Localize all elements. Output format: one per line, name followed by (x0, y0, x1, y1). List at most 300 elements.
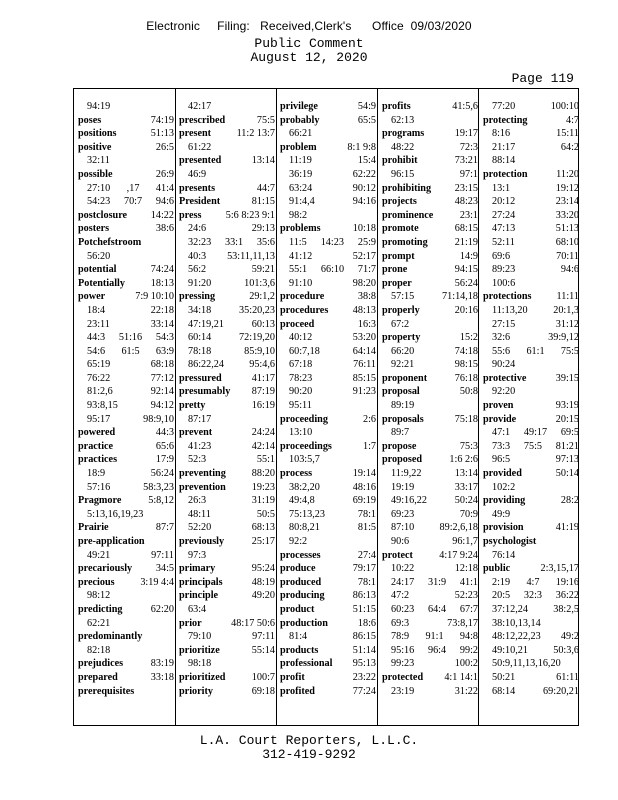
page-line-refs: 52:3 55:1 (188, 454, 275, 466)
index-entry (280, 617, 376, 631)
page-line-refs: 20:16 (454, 304, 478, 316)
page-line-refs: 48:19 (251, 576, 275, 588)
index-entry-continuation (78, 481, 174, 495)
index-entry (280, 467, 376, 481)
index-entry (280, 685, 376, 699)
index-entry-continuation (179, 331, 275, 345)
index-entry (280, 413, 376, 427)
page-line-refs: 87:17 (188, 413, 212, 425)
reporter-company: L.A. Court Reporters, L.L.C. (199, 733, 419, 748)
page-line-refs (137, 685, 174, 699)
index-box (73, 88, 579, 726)
index-entry-continuation (483, 603, 579, 617)
page-line-refs: 39:15 (555, 372, 579, 384)
index-entry (382, 100, 478, 114)
page-line-refs: 47:19,21 60:13 (188, 318, 275, 330)
index-term: proposal (382, 386, 420, 398)
index-entry (280, 114, 376, 128)
index-term: press (179, 209, 202, 221)
page-line-refs: 90:20 91:23 (289, 386, 376, 398)
index-entry (483, 562, 579, 576)
page-line-refs: 98:2 (289, 209, 308, 221)
page-line-refs: 28:2 (560, 495, 579, 507)
index-entry (280, 562, 376, 576)
page-line-refs: 41:23 42:14 (188, 440, 275, 452)
page-line-refs: 13:1 19:12 (492, 182, 579, 194)
index-entry-continuation (179, 440, 275, 454)
page-line-refs: 93:8,15 94:12 (87, 400, 174, 412)
index-term: procedure (280, 291, 325, 303)
page-line-refs: 40:3 53:11,11,13 (188, 250, 275, 262)
page-line-refs: 76:22 77:12 (87, 372, 174, 384)
index-term: production (280, 617, 328, 629)
index-term: principle (179, 590, 219, 602)
index-entry-continuation (280, 345, 376, 359)
index-entry-continuation (280, 127, 376, 141)
index-entry-continuation (382, 617, 478, 631)
index-entry-continuation (78, 345, 174, 359)
index-term: prompt (382, 250, 415, 262)
index-term: profits (382, 101, 411, 112)
index-entry (179, 535, 275, 549)
index-entry-continuation (483, 644, 579, 658)
index-entry (78, 290, 174, 304)
index-term: process (280, 468, 313, 480)
index-term: programs (382, 128, 425, 140)
index-entry-continuation (78, 250, 174, 264)
page-line-refs: 54:23 70:7 94:6 (87, 196, 174, 208)
index-entry (78, 657, 174, 671)
index-entry (179, 127, 275, 141)
page-line-refs: 62:13 (391, 114, 415, 126)
page-line-refs: 11:9,22 13:14 (391, 468, 478, 480)
page-line-refs: 73:21 (454, 155, 478, 167)
index-term: prominence (382, 209, 434, 221)
index-entry-continuation (280, 426, 376, 440)
page-line-refs: 26:3 31:19 (188, 495, 275, 507)
index-term: proposals (382, 413, 424, 425)
page-line-refs: 47:1 49:17 69:5 (492, 427, 579, 439)
index-entry-continuation (382, 481, 478, 495)
index-entry (483, 399, 579, 413)
index-term: previously (179, 536, 225, 547)
page-line-refs: 18:4 22:18 (87, 304, 174, 316)
index-term: produced (280, 576, 322, 588)
page-line-refs: 5:8,12 (148, 495, 174, 507)
index-entry-continuation (382, 644, 478, 658)
page-line-refs: 69:23 70:9 (391, 508, 478, 520)
index-entry-continuation (483, 453, 579, 467)
index-entry (78, 576, 174, 590)
page-line-refs: 76:18 (454, 372, 478, 384)
page-line-refs: 48:11 50:5 (188, 508, 275, 520)
index-term: procedures (280, 304, 329, 316)
page-line-refs: 62:20 (150, 603, 174, 615)
page-line-refs: 17:9 (155, 454, 174, 466)
index-entry-continuation (280, 236, 376, 250)
index-entry-continuation (382, 562, 478, 576)
index-entry (78, 168, 174, 182)
index-term: problem (280, 141, 317, 153)
page-line-refs: 83:19 (150, 658, 174, 670)
index-entry (280, 440, 376, 454)
index-term: prohibit (382, 155, 418, 167)
page-line-refs: 44:7 (256, 182, 275, 194)
public-comment-heading: Public Comment (254, 36, 364, 51)
index-entry-continuation (483, 345, 579, 359)
index-term: primary (179, 563, 216, 575)
index-term: Potchefstroom (78, 236, 142, 248)
page-line-refs: 69:6 70:11 (492, 250, 579, 262)
index-term: profited (280, 685, 315, 697)
index-term: produce (280, 563, 316, 575)
page-line-refs: 36:19 62:22 (289, 168, 376, 180)
index-entry (483, 413, 579, 427)
index-term: prioritized (179, 671, 226, 683)
index-term: product (280, 603, 315, 615)
page-number: Page 119 (511, 71, 574, 86)
index-entry (483, 372, 579, 386)
index-term: practices (78, 454, 118, 466)
index-term: prioritize (179, 644, 220, 656)
page-line-refs: 21:17 64:2 (492, 141, 579, 153)
page-line-refs: 61:22 (188, 141, 212, 153)
index-term: problems (280, 223, 321, 235)
index-entry (179, 182, 275, 196)
index-entry-continuation (78, 100, 174, 114)
index-entry (483, 290, 579, 304)
index-entry-continuation (179, 657, 275, 671)
index-entry (78, 209, 174, 223)
index-term: promoting (382, 236, 428, 248)
index-entry (78, 453, 174, 467)
index-entry-continuation (179, 413, 275, 427)
index-entry (382, 182, 478, 196)
page-line-refs: 51:15 (352, 603, 376, 615)
index-term: psychologist (483, 536, 537, 547)
page-line-refs: 80:8,21 81:5 (289, 522, 376, 534)
page-line-refs: 18:13 (150, 277, 174, 289)
index-entry (280, 222, 376, 236)
page-line-refs: 62:21 (87, 617, 111, 629)
index-entry-continuation (382, 494, 478, 508)
page-line-refs: 16:19 (251, 400, 275, 412)
page-line-refs: 4:1 14:1 (444, 671, 478, 683)
page-line-refs: 27:10 ,17 41:4 (87, 182, 174, 194)
index-term: Potentially (78, 277, 125, 289)
index-term: proceedings (280, 440, 332, 452)
page-line-refs: 56:20 (87, 250, 111, 262)
page-line-refs: 24:24 (251, 427, 275, 439)
page-line-refs: 38:6 (155, 223, 174, 235)
index-entry (382, 453, 478, 467)
index-entry-continuation (382, 685, 478, 699)
index-term: pressing (179, 291, 216, 303)
index-entry (280, 549, 376, 563)
index-entry (78, 494, 174, 508)
index-entry (483, 535, 579, 549)
index-entry-continuation (483, 508, 579, 522)
index-term: possible (78, 168, 113, 180)
index-entry-continuation (382, 358, 478, 372)
index-entry (382, 413, 478, 427)
index-entry-continuation (179, 236, 275, 250)
page-line-refs: 11:20 (556, 168, 579, 180)
index-entry-continuation (483, 263, 579, 277)
index-entry (78, 630, 174, 644)
column-divider (175, 89, 176, 725)
page-line-refs: 55:14 (251, 644, 275, 656)
index-entry (179, 154, 275, 168)
index-entry-continuation (280, 630, 376, 644)
page-line-refs: 14:9 (459, 250, 478, 262)
index-entry-continuation (78, 549, 174, 563)
page-line-refs: 86:22,24 95:4,6 (188, 359, 275, 371)
page-line-refs: 8:16 15:11 (492, 128, 579, 140)
page-line-refs: 25:17 (251, 536, 275, 547)
index-term: presented (179, 155, 222, 167)
page-line-refs: 74:19 (150, 114, 174, 126)
page-line-refs: 77:24 (352, 685, 376, 697)
index-term: positive (78, 141, 112, 153)
index-term: protect (382, 549, 413, 561)
index-entry-continuation (483, 630, 579, 644)
index-entry-continuation (78, 617, 174, 631)
index-entry (78, 222, 174, 236)
index-entry (78, 141, 174, 155)
column-divider (478, 89, 479, 725)
index-entry-continuation (78, 372, 174, 386)
index-entry-continuation (382, 318, 478, 332)
page-line-refs: 1:7 (362, 440, 376, 452)
index-entry-continuation (483, 358, 579, 372)
index-entry (78, 277, 174, 291)
index-entry (179, 685, 275, 699)
page-line-refs: 67:2 (391, 318, 410, 330)
page-line-refs: 23:22 (352, 671, 376, 683)
index-term: priority (179, 685, 213, 697)
index-entry-continuation (280, 182, 376, 196)
index-entry (280, 290, 376, 304)
page-line-refs: 34:18 35:20,23 (188, 304, 275, 316)
index-entry-continuation (280, 195, 376, 209)
index-entry (179, 576, 275, 590)
index-entry-continuation (179, 304, 275, 318)
page-line-refs: 2:3,15,17 (540, 563, 579, 575)
page-line-refs: 19:17 (454, 128, 478, 140)
index-entry-continuation (78, 589, 174, 603)
index-entry-continuation (483, 222, 579, 236)
page-line-refs: 100:6 (492, 277, 516, 289)
page-line-refs: 69:3 73:8,17 (391, 617, 478, 629)
page-line-refs: 89:7 (391, 427, 410, 439)
page-line-refs: 49:20 (251, 590, 275, 602)
page-line-refs: 47:13 51:13 (492, 223, 579, 235)
index-term: prone (382, 264, 408, 276)
page-line-refs: 97:3 (188, 549, 207, 561)
index-entry-continuation (280, 535, 376, 549)
index-entry (382, 209, 478, 223)
index-term: professional (280, 658, 333, 670)
page-line-refs: 75:3 (459, 440, 478, 452)
page-line-refs: 75:18 (454, 413, 478, 425)
page-line-refs: 51:14 (352, 644, 376, 656)
index-entry (280, 576, 376, 590)
page-line-refs: 33:18 (150, 671, 174, 683)
index-column (382, 100, 478, 698)
index-entry-continuation (382, 535, 478, 549)
index-entry (280, 671, 376, 685)
index-entry-continuation (483, 236, 579, 250)
page-line-refs: 42:17 (188, 101, 212, 112)
index-entry (78, 236, 174, 250)
page-line-refs: 23:19 31:22 (391, 685, 478, 697)
index-entry (483, 467, 579, 481)
index-entry-continuation (483, 277, 579, 291)
index-entry-continuation (280, 263, 376, 277)
page-line-refs: 23:15 (454, 182, 478, 194)
page-line-refs: 57:16 58:3,23 (87, 481, 174, 493)
index-entry (382, 127, 478, 141)
index-entry (78, 263, 174, 277)
index-term: protecting (483, 114, 528, 126)
page-line-refs: 89:23 94:6 (492, 264, 579, 276)
page-line-refs: 23:11 33:14 (87, 318, 174, 330)
index-entry-continuation (280, 453, 376, 467)
index-entry-continuation (382, 290, 478, 304)
page-line-refs: 103:5,7 (289, 454, 320, 466)
index-entry (280, 318, 376, 332)
index-term: proceeding (280, 413, 328, 425)
page-line-refs: 51:13 (150, 128, 174, 140)
page-line-refs: 54:6 61:5 63:9 (87, 345, 174, 357)
index-entry-continuation (483, 589, 579, 603)
page-line-refs: 4:17 9:24 (439, 549, 478, 561)
index-entry (78, 562, 174, 576)
page-line-refs: 91:4,4 94:16 (289, 196, 376, 208)
index-entry (179, 290, 275, 304)
page-line-refs: 92:2 (289, 536, 308, 547)
page-line-refs: 18:6 (357, 617, 376, 629)
index-column (280, 100, 376, 698)
index-term: principals (179, 576, 223, 588)
index-entry-continuation (179, 141, 275, 155)
index-entry (179, 209, 275, 223)
page-line-refs: 56:24 (454, 277, 478, 289)
index-entry (280, 603, 376, 617)
index-term: precious (78, 576, 115, 588)
page-line-refs: 4:7 (565, 114, 579, 126)
page-line-refs: 98:12 (87, 590, 111, 602)
page-line-refs: 5:13,16,19,23 (87, 508, 144, 520)
index-term: President (179, 196, 221, 208)
index-entry-continuation (78, 385, 174, 399)
page-line-refs: 69:18 (251, 685, 275, 697)
index-entry-continuation (483, 440, 579, 454)
page-line-refs: 55:6 61:1 75:5 (492, 345, 579, 357)
index-entry-continuation (179, 358, 275, 372)
index-entry-continuation (78, 358, 174, 372)
index-term: predominantly (78, 631, 143, 643)
index-term: provided (483, 468, 522, 480)
page-line-refs: 40:12 53:20 (289, 332, 376, 344)
index-entry (483, 168, 579, 182)
index-entry-continuation (179, 494, 275, 508)
index-entry-continuation (179, 100, 275, 114)
index-entry-continuation (382, 426, 478, 440)
page-line-refs: 37:12,24 38:2,5 (492, 603, 579, 615)
page-line-refs: 41:17 (251, 372, 275, 384)
index-entry (280, 589, 376, 603)
index-term: propose (382, 440, 417, 452)
index-column (179, 100, 275, 698)
page-line-refs: 50:21 61:11 (492, 671, 579, 683)
index-term: protection (483, 168, 528, 180)
page-line-refs: 92:20 (492, 386, 516, 398)
index-entry (382, 154, 478, 168)
index-entry-continuation (179, 222, 275, 236)
page-line-refs: 48:23 (454, 196, 478, 208)
index-entry (382, 372, 478, 386)
index-entry (280, 304, 376, 318)
page-line-refs: 87:10 89:2,6,18 (391, 522, 478, 534)
index-entry (280, 657, 376, 671)
page-line-refs: 32:23 33:1 35:6 (188, 236, 275, 248)
index-entry-continuation (78, 467, 174, 481)
index-term: producing (280, 590, 325, 602)
index-entry-continuation (382, 630, 478, 644)
index-entry-continuation (280, 399, 376, 413)
page-line-refs: 78:9 91:1 94:8 (391, 631, 478, 643)
index-column (483, 100, 579, 698)
index-entry (382, 250, 478, 264)
index-term: powered (78, 427, 116, 439)
index-term: provision (483, 522, 524, 534)
page-line-refs: 41:19 (555, 522, 579, 534)
index-entry-continuation (78, 644, 174, 658)
page-line-refs: 91:10 98:20 (289, 277, 376, 289)
page-line-refs: 24:6 29:13 (188, 223, 275, 235)
page-line-refs: 32:6 39:9,12 (492, 332, 579, 344)
index-term: posters (78, 223, 110, 235)
page-line-refs: 75:13,23 78:1 (289, 508, 376, 520)
page-line-refs: 44:3 (155, 427, 174, 439)
index-entry-continuation (483, 331, 579, 345)
page-line-refs: 95:16 96:4 99:2 (391, 644, 478, 656)
index-entry-continuation (280, 154, 376, 168)
page-line-refs: 38:2,20 48:16 (289, 481, 376, 493)
index-entry-continuation (78, 182, 174, 196)
index-entry (179, 385, 275, 399)
page-line-refs: 67:18 76:11 (289, 359, 376, 371)
index-entry-continuation (78, 154, 174, 168)
index-entry-continuation (78, 399, 174, 413)
index-entry (179, 617, 275, 631)
index-entry-continuation (382, 521, 478, 535)
page-line-refs: 52:11 68:10 (492, 236, 579, 248)
page-line-refs: 60:14 72:19,20 (188, 332, 275, 344)
index-term: provide (483, 413, 517, 425)
index-entry (382, 385, 478, 399)
index-entry (179, 195, 275, 209)
index-entry (78, 603, 174, 617)
page-line-refs: 48:17 50:6 (231, 617, 275, 629)
page-line-refs: 79:17 (352, 563, 376, 575)
page-line-refs: 63:4 (188, 603, 207, 615)
index-term: prepared (78, 671, 118, 683)
page-line-refs: 89:19 (391, 400, 415, 412)
index-entry-continuation (280, 277, 376, 291)
